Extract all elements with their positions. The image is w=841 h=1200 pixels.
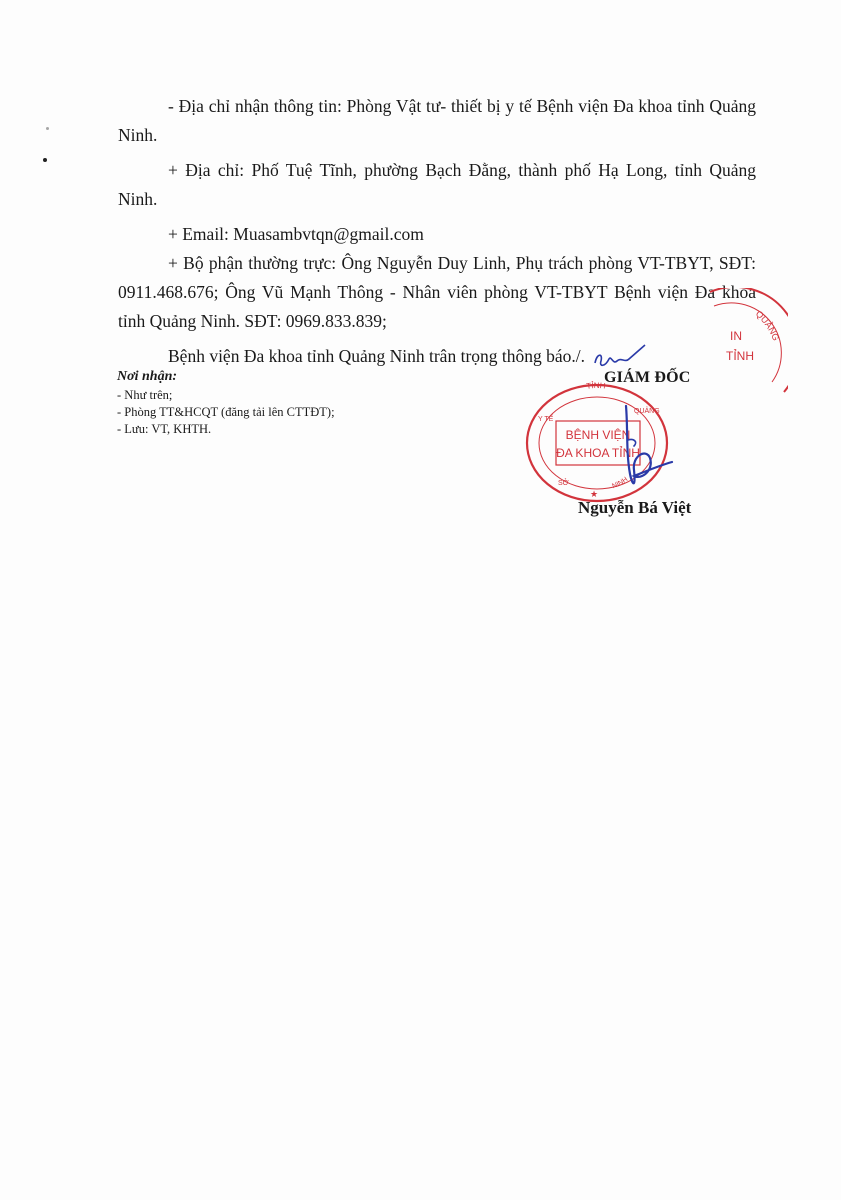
recipients-title: Nơi nhận:: [117, 369, 178, 384]
stamp-top-arc: TỈNH: [585, 381, 606, 391]
stamp-bottom-arc: NINH: [611, 476, 630, 491]
paragraph-contacts: + Bộ phận thường trực: Ông Nguyễn Duy Linh, Phụ trách phòng VT-TBYT, SĐT: 0911.468.676; Ông Vũ Mạnh Thông - Nhân viên phòng VT-TBYT Bệnh viện Đa khoa tỉnh Quảng Ninh. SĐT: 0969.833.839;: [118, 253, 756, 331]
director-signature: [612, 400, 682, 495]
stamp-left-arc: Y TẾ: [538, 416, 554, 423]
recipient-item: - Phòng TT&HCQT (đăng tải lên CTTĐT);: [117, 405, 335, 419]
svg-text:TỈNH: [586, 381, 606, 391]
stamp-line-1: BỆNH VIỆN: [565, 428, 631, 442]
stamp-bottom-left: SỞ: [558, 480, 569, 487]
stamp-star-icon: ★: [589, 490, 599, 500]
svg-text:QUẢNG: [754, 309, 781, 343]
partial-stamp-text-2: TỈNH: [726, 349, 754, 363]
paragraph-info-address: - Địa chỉ nhận thông tin: Phòng Vật tư- thiết bị y tế Bệnh viện Đa khoa tỉnh Quảng Ninh.: [118, 96, 756, 145]
director-name: Nguyễn Bá Việt: [578, 498, 692, 517]
partial-stamp-arc-text: QUẢNG: [753, 308, 782, 343]
closing-text: Bệnh viện Đa khoa tỉnh Quảng Ninh trân trọng thông báo./.: [168, 346, 586, 366]
stamp-right-arc: QUẢNG: [634, 408, 660, 415]
recipients-block: [117, 368, 377, 438]
scan-speck: [46, 127, 49, 130]
scan-speck: [43, 158, 47, 162]
partial-stamp-text-1: IN: [730, 329, 742, 343]
recipient-item: - Lưu: VT, KHTH.: [117, 422, 212, 436]
stamp-line-2: ĐA KHOA TỈNH: [556, 446, 640, 460]
recipient-item: - Như trên;: [117, 388, 173, 402]
body-text: [118, 92, 756, 379]
partial-stamp: [708, 288, 788, 410]
director-title: GIÁM ĐỐC: [604, 369, 691, 386]
paragraph-email: + Email: Muasambvtqn@gmail.com: [168, 224, 424, 244]
paragraph-address: + Địa chỉ: Phố Tuệ Tĩnh, phường Bạch Đằng, thành phố Hạ Long, tỉnh Quảng Ninh.: [118, 160, 756, 209]
